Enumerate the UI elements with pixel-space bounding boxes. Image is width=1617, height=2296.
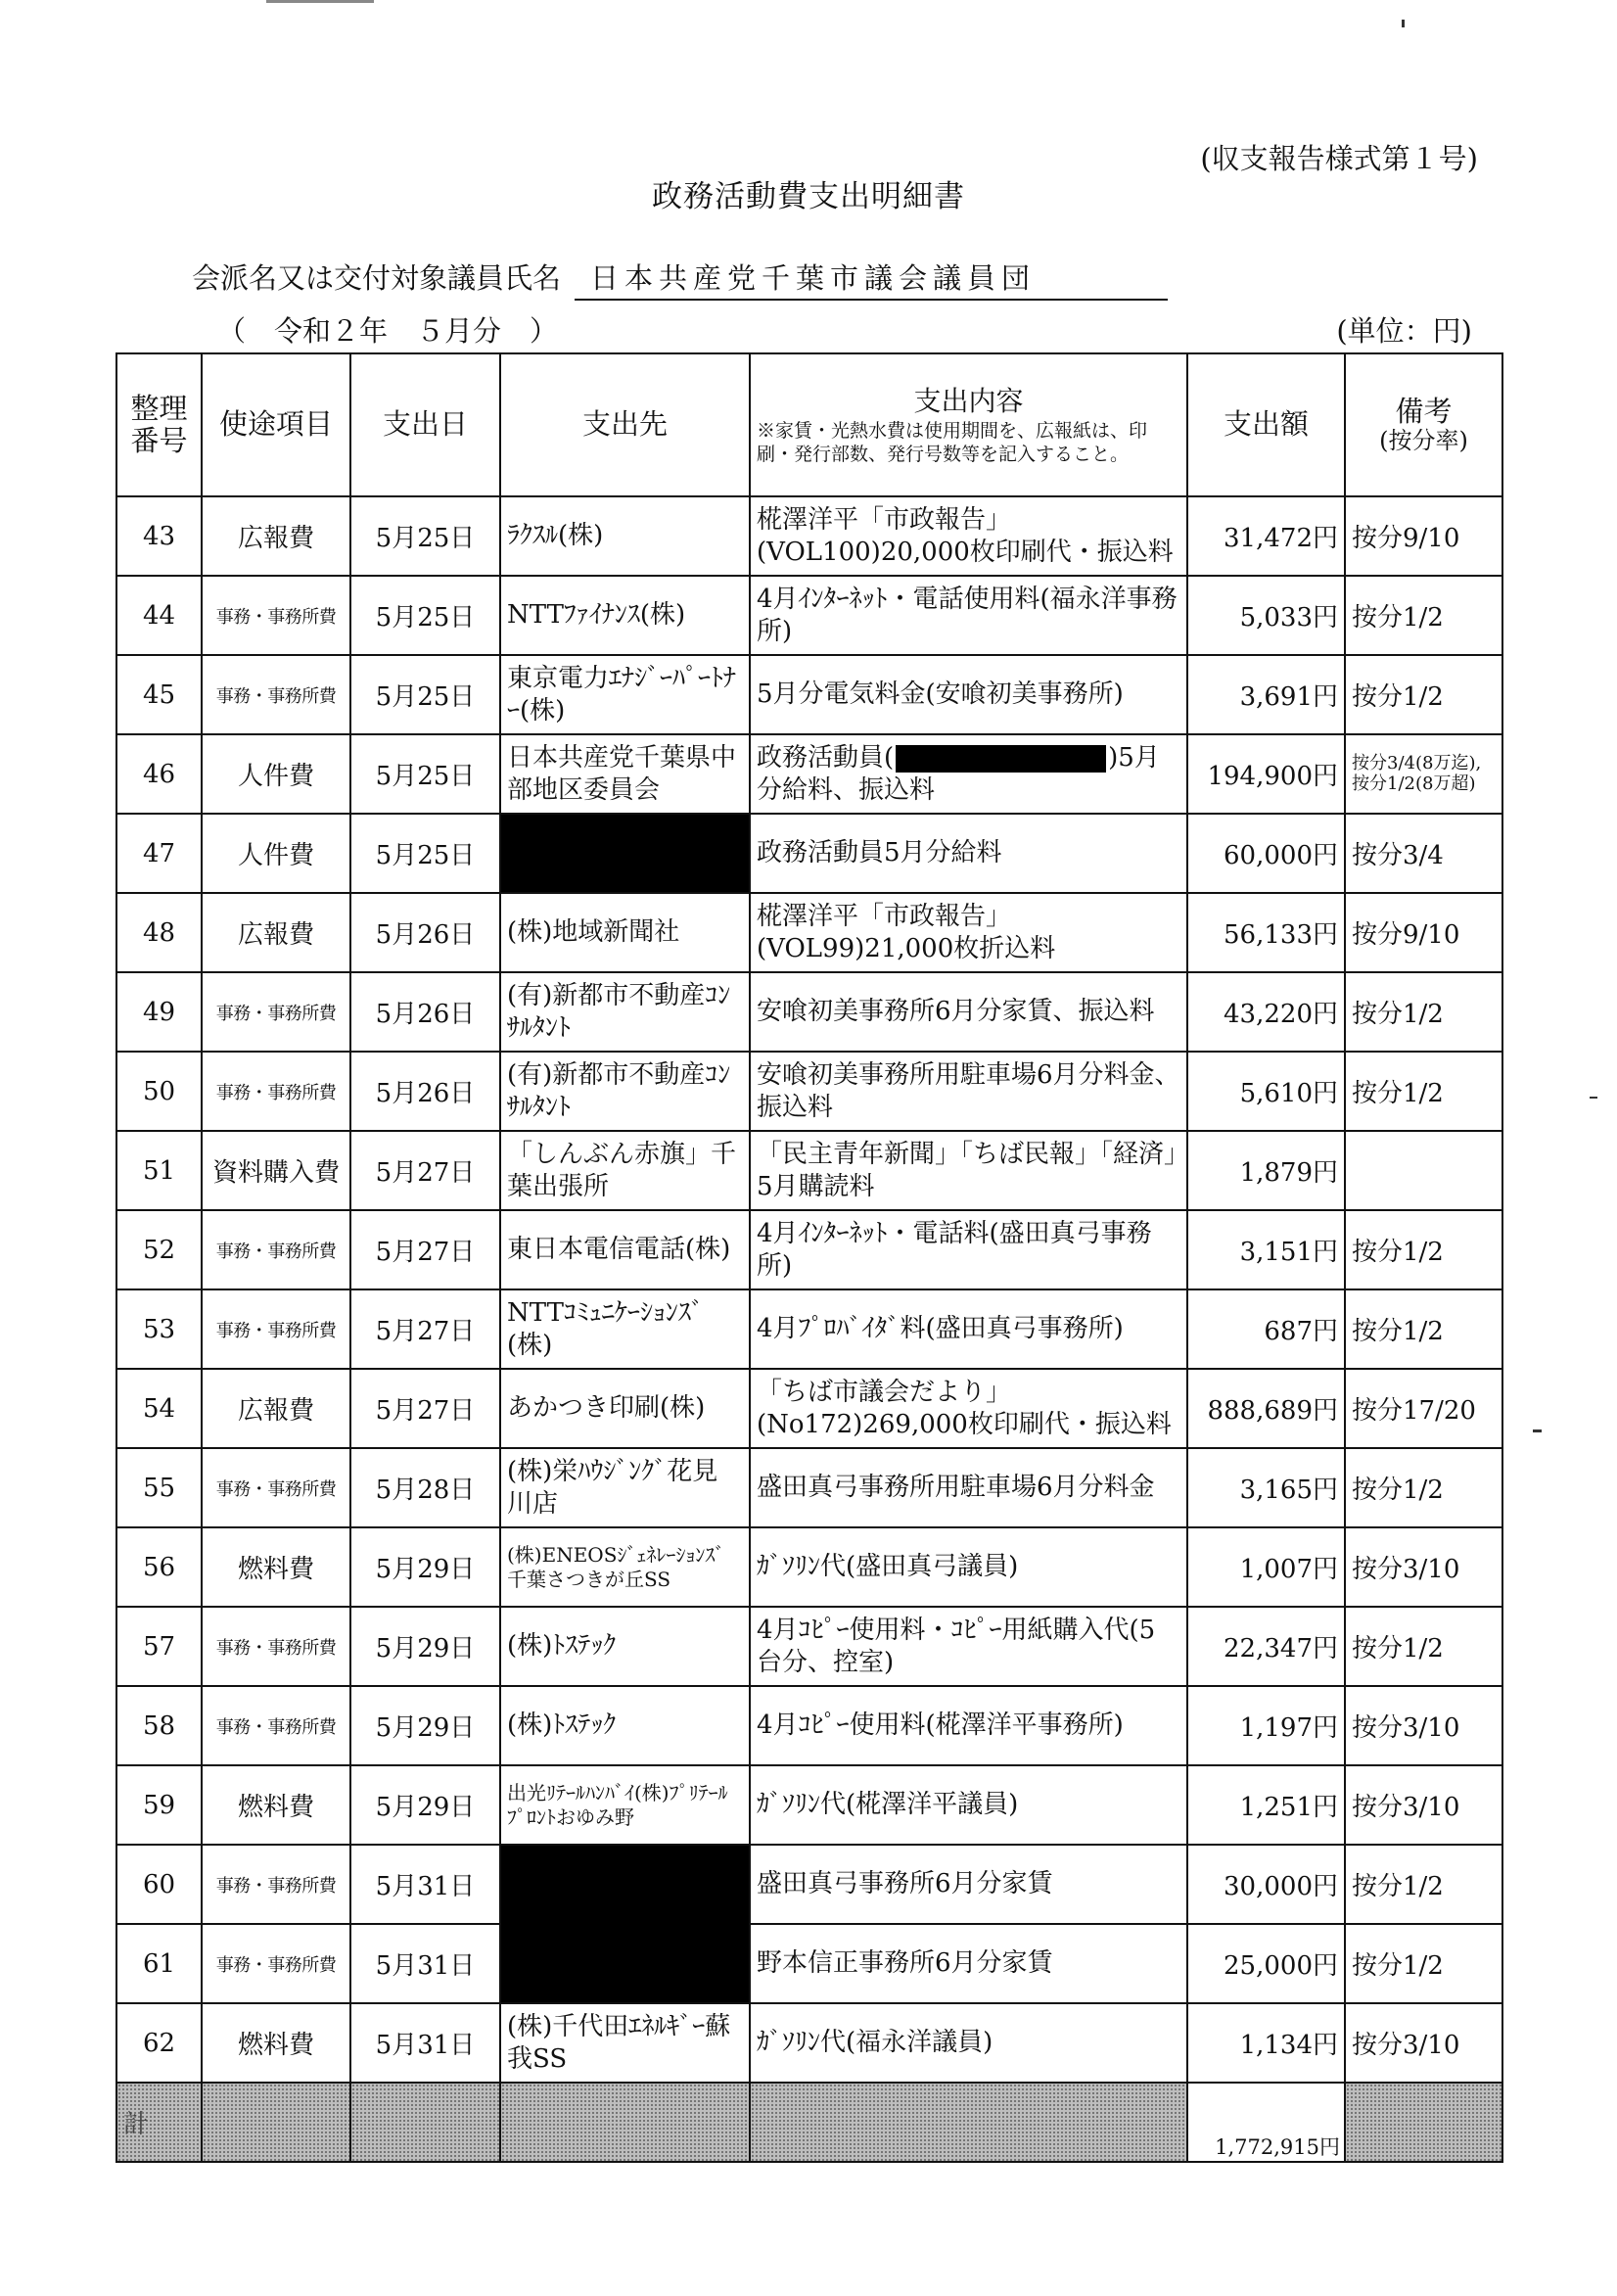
page-title: 政務活動費支出明細書 — [652, 179, 965, 214]
col-header-detail-title: 支出内容 — [913, 384, 1024, 417]
row-category: 人件費 — [202, 734, 350, 814]
redacted-payee — [500, 814, 750, 893]
col-header-amount: 支出額 — [1187, 353, 1345, 496]
row-date: 5月29日 — [350, 1765, 500, 1845]
group-label: 会派名又は交付対象議員氏名 — [192, 261, 562, 295]
table-row — [116, 576, 1502, 655]
row-amount: 3,151円 — [1187, 1210, 1345, 1289]
col-header-detail-note: ※家賃・光熱水費は使用期間を、広報紙は、印刷・発行部数、発行号数等を記入すること。 — [757, 419, 1148, 465]
row-number: 50 — [116, 1052, 202, 1131]
row-description: 4月ｺﾋﾟｰ使用料・ｺﾋﾟｰ用紙購入代(5台分、控室) — [750, 1607, 1187, 1686]
row-amount: 888,689円 — [1187, 1369, 1345, 1448]
row-category: 燃料費 — [202, 1765, 350, 1845]
row-remarks: 按分1/2 — [1345, 1289, 1502, 1369]
row-description: ｶﾞｿﾘﾝ代(椛澤洋平議員) — [750, 1765, 1187, 1845]
row-date: 5月26日 — [350, 1052, 500, 1131]
table-row — [116, 1845, 1502, 1924]
total-label: 計 — [116, 2083, 202, 2162]
row-date: 5月25日 — [350, 655, 500, 734]
row-remarks: 按分3/10 — [1345, 1686, 1502, 1765]
row-description: 盛田真弓事務所6月分家賃 — [750, 1845, 1187, 1924]
row-payee: (株)ﾄｽﾃｯｸ — [500, 1607, 750, 1686]
row-category: 事務・事務所費 — [202, 576, 350, 655]
table-row — [116, 1448, 1502, 1527]
table-header-row — [116, 353, 1502, 496]
row-number: 56 — [116, 1527, 202, 1607]
table-row — [116, 1607, 1502, 1686]
row-category: 広報費 — [202, 893, 350, 972]
row-category: 広報費 — [202, 1369, 350, 1448]
scan-mark — [266, 0, 374, 3]
total-shaded-cell — [750, 2083, 1187, 2162]
row-date: 5月29日 — [350, 1686, 500, 1765]
row-category: 事務・事務所費 — [202, 972, 350, 1052]
row-description: 4月ｲﾝﾀｰﾈｯﾄ・電話使用料(福永洋事務所) — [750, 576, 1187, 655]
col-header-remarks — [1345, 353, 1502, 496]
row-number: 43 — [116, 496, 202, 576]
col-header-detail — [750, 353, 1187, 496]
total-row — [116, 2083, 1502, 2162]
col-header-date: 支出日 — [350, 353, 500, 496]
row-amount: 3,165円 — [1187, 1448, 1345, 1527]
row-remarks: 按分1/2 — [1345, 972, 1502, 1052]
row-payee: NTTｺﾐｭﾆｹｰｼｮﾝｽﾞ(株) — [500, 1289, 750, 1369]
row-date: 5月31日 — [350, 1924, 500, 2003]
row-number: 58 — [116, 1686, 202, 1765]
row-remarks: 按分3/10 — [1345, 2003, 1502, 2083]
row-description: 椛澤洋平「市政報告」(VOL100)20,000枚印刷代・振込料 — [750, 496, 1187, 576]
row-number: 46 — [116, 734, 202, 814]
row-payee: (株)千代田ｴﾈﾙｷﾞｰ蘇我SS — [500, 2003, 750, 2083]
row-description: 政務活動員5月分給料 — [750, 814, 1187, 893]
group-name: 日本共産党千葉市議会議員団 — [575, 257, 1168, 301]
row-description: 安喰初美事務所6月分家賃、振込料 — [750, 972, 1187, 1052]
row-number: 44 — [116, 576, 202, 655]
row-remarks: 按分1/2 — [1345, 1607, 1502, 1686]
row-description: 野本信正事務所6月分家賃 — [750, 1924, 1187, 2003]
table-row — [116, 1289, 1502, 1369]
row-category: 事務・事務所費 — [202, 655, 350, 734]
row-date: 5月26日 — [350, 972, 500, 1052]
col-header-remarks-title: 備考 — [1395, 394, 1453, 428]
row-amount: 43,220円 — [1187, 972, 1345, 1052]
table-row — [116, 1210, 1502, 1289]
row-amount: 22,347円 — [1187, 1607, 1345, 1686]
row-category: 事務・事務所費 — [202, 1686, 350, 1765]
row-number: 47 — [116, 814, 202, 893]
row-amount: 25,000円 — [1187, 1924, 1345, 2003]
row-remarks: 按分9/10 — [1345, 496, 1502, 576]
row-payee: 「しんぶん赤旗」千葉出張所 — [500, 1131, 750, 1210]
row-amount: 194,900円 — [1187, 734, 1345, 814]
row-amount: 30,000円 — [1187, 1845, 1345, 1924]
row-remarks: 按分3/4(8万迄),按分1/2(8万超) — [1345, 734, 1502, 814]
row-number: 55 — [116, 1448, 202, 1527]
row-amount: 687円 — [1187, 1289, 1345, 1369]
table-row — [116, 1924, 1502, 2003]
row-date: 5月27日 — [350, 1131, 500, 1210]
table-row — [116, 1052, 1502, 1131]
row-description: ｶﾞｿﾘﾝ代(福永洋議員) — [750, 2003, 1187, 2083]
row-payee: あかつき印刷(株) — [500, 1369, 750, 1448]
form-number: (収支報告様式第１号) — [1200, 142, 1478, 175]
col-header-no: 整理番号 — [116, 353, 202, 496]
col-header-remarks-sub: (按分率) — [1379, 426, 1468, 454]
table-row — [116, 1527, 1502, 1607]
row-amount: 56,133円 — [1187, 893, 1345, 972]
row-date: 5月25日 — [350, 496, 500, 576]
row-description: 4月ﾌﾟﾛﾊﾞｲﾀﾞ料(盛田真弓事務所) — [750, 1289, 1187, 1369]
row-payee: (株)栄ﾊｳｼﾞﾝｸﾞ花見川店 — [500, 1448, 750, 1527]
row-payee: 東日本電信電話(株) — [500, 1210, 750, 1289]
row-date: 5月27日 — [350, 1289, 500, 1369]
row-number: 60 — [116, 1845, 202, 1924]
row-description: 「ちば市議会だより」(No172)269,000枚印刷代・振込料 — [750, 1369, 1187, 1448]
row-amount: 60,000円 — [1187, 814, 1345, 893]
row-remarks: 按分17/20 — [1345, 1369, 1502, 1448]
table-row — [116, 893, 1502, 972]
row-category: 事務・事務所費 — [202, 1210, 350, 1289]
row-description: 4月ｲﾝﾀｰﾈｯﾄ・電話料(盛田真弓事務所) — [750, 1210, 1187, 1289]
row-number: 53 — [116, 1289, 202, 1369]
row-date: 5月25日 — [350, 814, 500, 893]
table-row — [116, 1686, 1502, 1765]
row-date: 5月25日 — [350, 734, 500, 814]
table-row — [116, 814, 1502, 893]
row-number: 59 — [116, 1765, 202, 1845]
table-row — [116, 655, 1502, 734]
redaction-block — [896, 745, 1106, 773]
row-amount: 1,197円 — [1187, 1686, 1345, 1765]
redacted-payee — [500, 1845, 750, 2003]
total-amount: 1,772,915円 — [1187, 2083, 1345, 2162]
row-category: 資料購入費 — [202, 1131, 350, 1210]
row-number: 51 — [116, 1131, 202, 1210]
report-period: （ 令和２年 ５月分 ） — [217, 314, 559, 348]
row-number: 54 — [116, 1369, 202, 1448]
row-date: 5月31日 — [350, 2003, 500, 2083]
row-date: 5月28日 — [350, 1448, 500, 1527]
total-shaded-cell — [500, 2083, 750, 2162]
row-date: 5月26日 — [350, 893, 500, 972]
row-description: 椛澤洋平「市政報告」(VOL99)21,000枚折込料 — [750, 893, 1187, 972]
row-amount: 5,033円 — [1187, 576, 1345, 655]
col-header-category: 使途項目 — [202, 353, 350, 496]
table-row — [116, 496, 1502, 576]
row-payee: (株)ENEOSｼﾞｪﾈﾚｰｼｮﾝｽﾞ千葉さつきが丘SS — [500, 1527, 750, 1607]
row-description: 5月分電気料金(安喰初美事務所) — [750, 655, 1187, 734]
scan-mark — [1402, 20, 1405, 27]
row-remarks: 按分1/2 — [1345, 1052, 1502, 1131]
table-row — [116, 734, 1502, 814]
total-shaded-cell — [202, 2083, 350, 2162]
row-payee: (有)新都市不動産ｺﾝｻﾙﾀﾝﾄ — [500, 1052, 750, 1131]
row-remarks: 按分3/4 — [1345, 814, 1502, 893]
col-header-payee: 支出先 — [500, 353, 750, 496]
row-date: 5月27日 — [350, 1210, 500, 1289]
row-description-end: )5月分給料、振込料 — [757, 743, 1160, 805]
row-payee: NTTﾌｧｲﾅﾝｽ(株) — [500, 576, 750, 655]
scan-mark — [1590, 1097, 1597, 1099]
row-number: 49 — [116, 972, 202, 1052]
row-date: 5月27日 — [350, 1369, 500, 1448]
row-amount: 5,610円 — [1187, 1052, 1345, 1131]
row-category: 事務・事務所費 — [202, 1924, 350, 2003]
row-category: 事務・事務所費 — [202, 1448, 350, 1527]
row-payee: (株)ﾄｽﾃｯｸ — [500, 1686, 750, 1765]
row-category: 人件費 — [202, 814, 350, 893]
table-row — [116, 1369, 1502, 1448]
row-category: 燃料費 — [202, 2003, 350, 2083]
row-category: 事務・事務所費 — [202, 1607, 350, 1686]
row-number: 61 — [116, 1924, 202, 2003]
table-row — [116, 972, 1502, 1052]
row-payee: (株)地域新聞社 — [500, 893, 750, 972]
row-remarks: 按分1/2 — [1345, 1448, 1502, 1527]
row-payee: 出光ﾘﾃｰﾙﾊﾝﾊﾞｲ(株)ﾌﾟﾘﾃｰﾙﾌﾟﾛﾝﾄおゆみ野 — [500, 1765, 750, 1845]
row-date: 5月25日 — [350, 576, 500, 655]
row-remarks: 按分1/2 — [1345, 576, 1502, 655]
row-remarks: 按分1/2 — [1345, 1924, 1502, 2003]
currency-unit: (単位：円) — [1336, 314, 1472, 348]
row-remarks: 按分9/10 — [1345, 893, 1502, 972]
row-remarks: 按分3/10 — [1345, 1527, 1502, 1607]
table-row — [116, 1131, 1502, 1210]
row-description: 安喰初美事務所用駐車場6月分料金、振込料 — [750, 1052, 1187, 1131]
row-category: 広報費 — [202, 496, 350, 576]
row-amount: 3,691円 — [1187, 655, 1345, 734]
row-number: 52 — [116, 1210, 202, 1289]
row-amount: 31,472円 — [1187, 496, 1345, 576]
row-amount: 1,879円 — [1187, 1131, 1345, 1210]
group-line — [192, 257, 1168, 301]
expenditure-table — [116, 352, 1503, 2163]
row-number: 57 — [116, 1607, 202, 1686]
row-description: 盛田真弓事務所用駐車場6月分料金 — [750, 1448, 1187, 1527]
row-number: 62 — [116, 2003, 202, 2083]
table-row — [116, 2003, 1502, 2083]
row-remarks: 按分1/2 — [1345, 1845, 1502, 1924]
row-category: 事務・事務所費 — [202, 1845, 350, 1924]
row-number: 48 — [116, 893, 202, 972]
row-payee: 東京電力ｴﾅｼﾞｰﾊﾟｰﾄﾅｰ(株) — [500, 655, 750, 734]
row-description: ｶﾞｿﾘﾝ代(盛田真弓議員) — [750, 1527, 1187, 1607]
row-description — [750, 734, 1187, 814]
row-description: 4月ｺﾋﾟｰ使用料(椛澤洋平事務所) — [750, 1686, 1187, 1765]
total-shaded-cell — [1345, 2083, 1502, 2162]
row-description-start: 政務活動員( — [757, 743, 895, 773]
row-date: 5月29日 — [350, 1527, 500, 1607]
row-date: 5月29日 — [350, 1607, 500, 1686]
row-remarks: 按分3/10 — [1345, 1765, 1502, 1845]
table-row — [116, 1765, 1502, 1845]
row-number: 45 — [116, 655, 202, 734]
row-category: 燃料費 — [202, 1527, 350, 1607]
row-description: 「民主青年新聞」「ちば民報」「経済」5月購読料 — [750, 1131, 1187, 1210]
row-payee: (有)新都市不動産ｺﾝｻﾙﾀﾝﾄ — [500, 972, 750, 1052]
row-amount: 1,134円 — [1187, 2003, 1345, 2083]
scan-mark — [1533, 1429, 1542, 1432]
row-amount: 1,251円 — [1187, 1765, 1345, 1845]
row-payee: 日本共産党千葉県中部地区委員会 — [500, 734, 750, 814]
row-remarks: 按分1/2 — [1345, 1210, 1502, 1289]
row-remarks — [1345, 1131, 1502, 1210]
row-remarks: 按分1/2 — [1345, 655, 1502, 734]
row-amount: 1,007円 — [1187, 1527, 1345, 1607]
row-payee: ﾗｸｽﾙ(株) — [500, 496, 750, 576]
row-category: 事務・事務所費 — [202, 1052, 350, 1131]
row-date: 5月31日 — [350, 1845, 500, 1924]
row-category: 事務・事務所費 — [202, 1289, 350, 1369]
total-shaded-cell — [350, 2083, 500, 2162]
